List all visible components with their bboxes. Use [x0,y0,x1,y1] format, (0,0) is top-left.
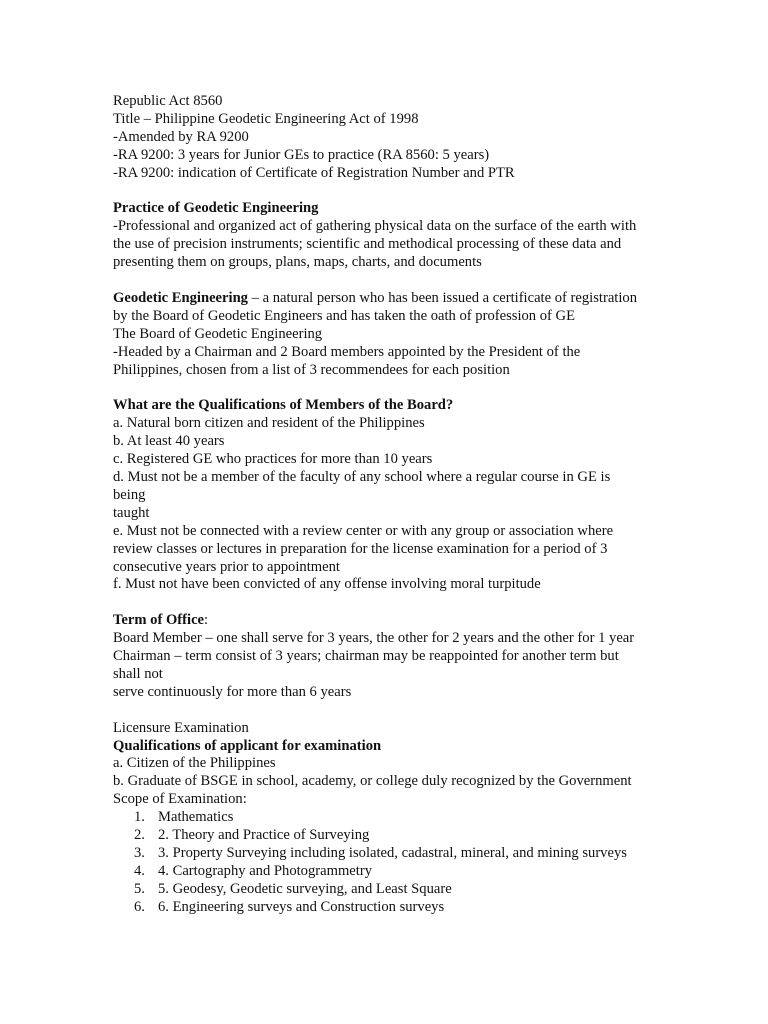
spacer [113,183,658,201]
scope-label: Scope of Examination: [113,791,247,808]
practice-line-3: presenting them on groups, plans, maps, charts, and documents [113,254,482,271]
practice-heading-text: Practice of Geodetic Engineering [113,200,319,217]
amendment-detail-2: -RA 9200: indication of Certificate of Registration Number and PTR [113,164,515,181]
geodetic-definition [113,290,658,308]
list-item [113,845,658,863]
spacer [113,594,658,612]
board-line-2: Philippines, chosen from a list of 3 recommendees for each position [113,361,510,378]
geodetic-line-2: by the Board of Geodetic Engineers and has taken the oath of profession of GE [113,307,575,324]
qualification-d-1: d. Must not be a member of the faculty of any school where a regular course in GE is [113,468,611,485]
list-text: 4. Cartography and Photogrammetry [158,862,372,879]
act-number: Republic Act 8560 [113,93,223,109]
list-item [113,809,658,827]
list-text: 6. Engineering surveys and Construction surveys [158,898,445,915]
geodetic-term: Geodetic Engineering [113,289,248,306]
applicant-qualifications-heading [113,738,658,756]
qualification-b: b. At least 40 years [113,433,225,450]
list-item [113,899,658,917]
spacer [113,272,658,290]
qualification-d-2: being [113,486,146,503]
document-page [113,93,658,917]
term-line-3: shall not [113,665,163,682]
amendment-detail-1: -RA 9200: 3 years for Junior GEs to practice (RA 8560: 5 years) [113,146,490,163]
term-heading-text: Term of Office [113,612,205,629]
qualification-a: a. Natural born citizen and resident of the Philippines [113,415,425,432]
geodetic-definition-text: – a natural person who has been issued a certificate of registration [247,289,638,306]
list-text: 2. Theory and Practice of Surveying [158,827,370,844]
term-line-1: Board Member – one shall serve for 3 years, the other for 2 years and the other for 1 year [113,630,635,647]
qualification-d-3: taught [113,504,150,521]
qualification-f: f. Must not have been convicted of any offense involving moral turpitude [113,576,541,593]
practice-line-2: the use of precision instruments; scientific and methodical processing of these data and [113,236,622,253]
term-line-2: Chairman – term consist of 3 years; chairman may be reappointed for another term but [113,648,619,665]
list-item [113,827,658,845]
qualification-c: c. Registered GE who practices for more than 10 years [113,451,433,468]
applicant-qualification-b: b. Graduate of BSGE in school, academy, or college duly recognized by the Government [113,773,632,790]
board-title: The Board of Geodetic Engineering [113,325,323,342]
qualification-e-1: e. Must not be connected with a review center or with any group or association where [113,522,614,539]
list-text: Mathematics [158,809,234,826]
spacer [113,379,658,397]
qualifications-heading-text: What are the Qualifications of Members of the Board? [113,397,454,414]
scope-list [113,809,658,916]
practice-heading [113,200,658,218]
term-heading-colon: : [204,612,209,629]
list-number: 1. [134,809,145,826]
term-line-4: serve continuously for more than 6 years [113,683,352,700]
list-number: 6. [134,898,145,915]
applicant-qualifications-heading-text: Qualifications of applicant for examination [113,737,382,754]
list-item [113,881,658,899]
board-line-1: -Headed by a Chairman and 2 Board members appointed by the President of the [113,343,581,360]
term-heading [113,612,658,630]
act-title: Title – Philippine Geodetic Engineering Act of 1998 [113,110,419,127]
qualification-e-2: review classes or lectures in preparation for the license examination for a period of 3 [113,540,608,557]
qualifications-heading [113,397,658,415]
list-item [113,863,658,881]
list-number: 5. [134,880,145,897]
list-text: 3. Property Surveying including isolated, cadastral, mineral, and mining surveys [158,844,627,861]
applicant-qualification-a: a. Citizen of the Philippines [113,755,276,772]
licensure-title: Licensure Examination [113,719,249,736]
amendment-line: -Amended by RA 9200 [113,128,249,145]
list-number: 2. [134,827,145,844]
list-number: 4. [134,862,145,879]
spacer [113,702,658,720]
list-text: 5. Geodesy, Geodetic surveying, and Least Square [158,880,452,897]
qualification-e-3: consecutive years prior to appointment [113,558,340,575]
practice-line-1: -Professional and organized act of gathering physical data on the surface of the earth with [113,218,637,235]
list-number: 3. [134,844,145,861]
